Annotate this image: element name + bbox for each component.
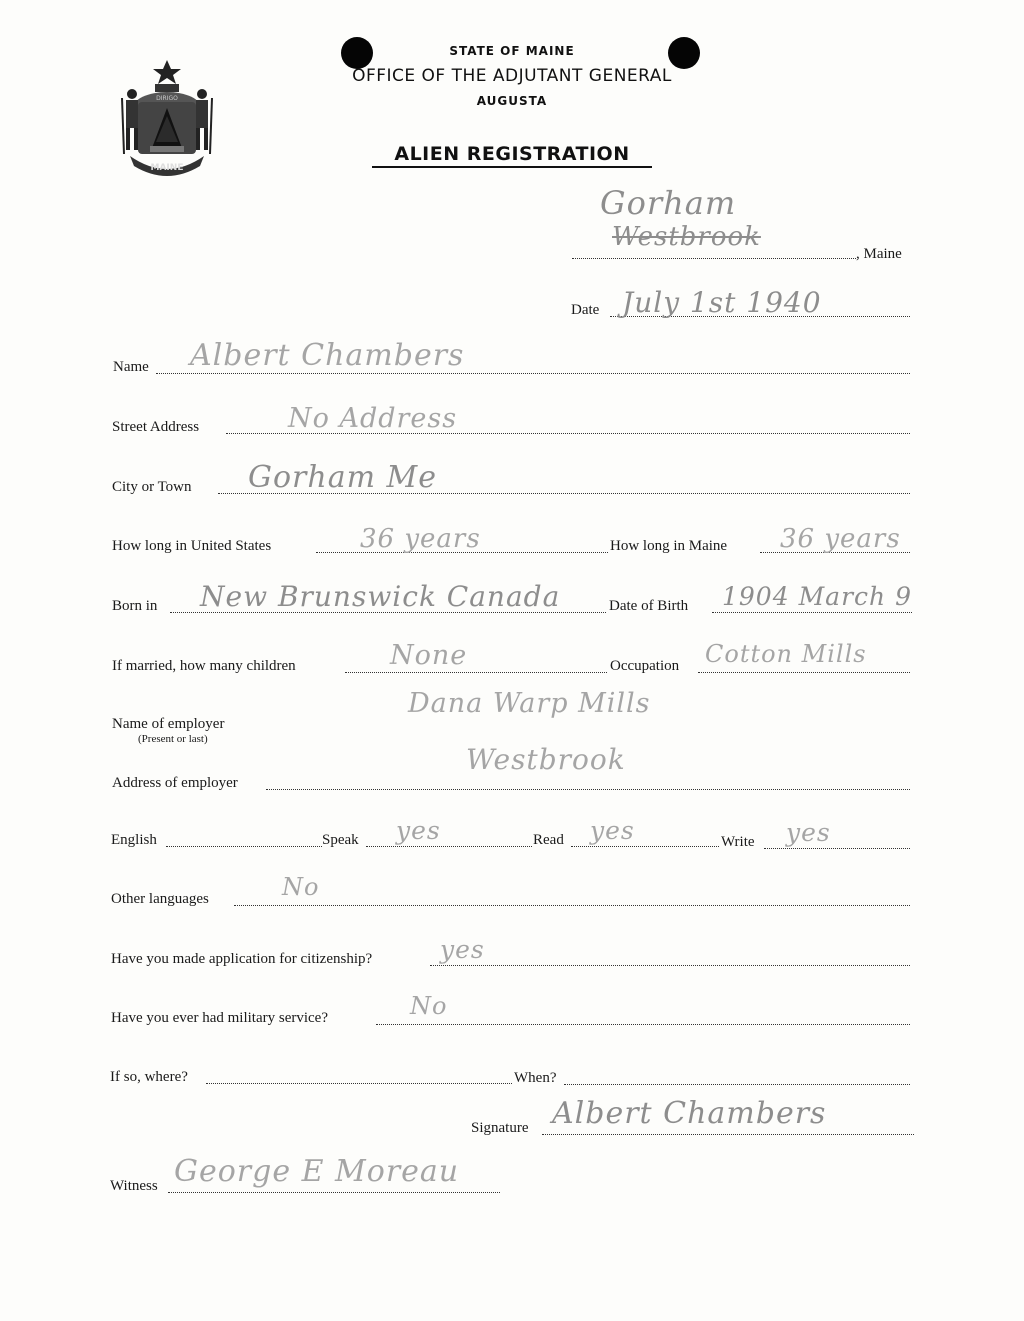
write-handwritten: yes [786, 818, 831, 847]
form-title: ALIEN REGISTRATION [394, 143, 630, 165]
occupation-line [698, 672, 910, 673]
occupation-handwritten: Cotton Mills [705, 640, 867, 668]
maine-years-label: How long in Maine [610, 538, 728, 554]
name-label: Name [113, 359, 149, 375]
signature-line [542, 1134, 914, 1135]
svg-text:MAINE: MAINE [150, 163, 184, 173]
employer-address-line [266, 789, 910, 790]
witness-label: Witness [110, 1178, 158, 1194]
dob-label: Date of Birth [609, 598, 689, 614]
children-label: If married, how many children [112, 658, 296, 674]
occupation-label: Occupation [610, 658, 680, 674]
title-underline [372, 166, 652, 168]
speak-handwritten: yes [396, 816, 441, 845]
children-line [345, 672, 607, 673]
witness-handwritten: George E Moreau [174, 1154, 460, 1189]
english-line [166, 846, 322, 847]
maine-years-handwritten: 36 years [780, 524, 901, 554]
employer-sublabel: (Present or last) [138, 733, 208, 745]
city-handwritten: Gorham Me [248, 460, 438, 495]
us-years-handwritten: 36 years [360, 524, 481, 554]
read-label: Read [533, 832, 564, 848]
name-handwritten: Albert Chambers [190, 338, 465, 373]
other-languages-handwritten: No [282, 873, 320, 901]
signature-handwritten: Albert Chambers [552, 1096, 827, 1131]
read-handwritten: yes [590, 816, 635, 845]
write-label: Write [721, 834, 755, 850]
town-handwritten: Gorham [600, 184, 737, 222]
town-line [572, 258, 856, 259]
employer-label: Name of employer [112, 716, 225, 732]
employer-handwritten: Dana Warp Mills [408, 688, 651, 719]
citizenship-line [430, 965, 910, 966]
military-handwritten: No [410, 992, 448, 1020]
speak-line [366, 846, 532, 847]
where-line [206, 1083, 512, 1084]
write-line [764, 848, 910, 849]
military-label: Have you ever had military service? [111, 1010, 328, 1026]
born-in-label: Born in [112, 598, 158, 614]
speak-label: Speak [322, 832, 359, 848]
date-handwritten: July 1st 1940 [622, 286, 822, 319]
military-line [376, 1024, 910, 1025]
street-address-handwritten: No Address [288, 403, 458, 434]
where-label: If so, where? [110, 1069, 188, 1085]
english-label: English [111, 832, 157, 848]
state-label: , Maine [856, 246, 902, 262]
date-label: Date [571, 302, 600, 318]
header-state: STATE OF MAINE [449, 44, 575, 58]
struck-town-handwritten: Westbrook [612, 222, 761, 252]
other-languages-label: Other languages [111, 891, 209, 907]
header-city: AUGUSTA [476, 94, 548, 108]
employer-address-label: Address of employer [112, 775, 238, 791]
signature-label: Signature [471, 1120, 529, 1136]
when-label: When? [514, 1070, 557, 1086]
born-in-handwritten: New Brunswick Canada [200, 580, 561, 613]
children-handwritten: None [390, 640, 468, 671]
svg-text:DIRIGO: DIRIGO [156, 95, 178, 102]
name-line [156, 373, 910, 374]
city-label: City or Town [112, 479, 192, 495]
witness-line [168, 1192, 500, 1193]
citizenship-handwritten: yes [440, 935, 485, 964]
dob-line [712, 612, 912, 613]
when-line [564, 1084, 910, 1085]
header-office: OFFICE OF THE ADJUTANT GENERAL [352, 66, 672, 86]
other-languages-line [234, 905, 910, 906]
citizenship-label: Have you made application for citizenship? [111, 951, 373, 967]
employer-address-handwritten: Westbrook [466, 743, 626, 776]
us-years-label: How long in United States [112, 538, 272, 554]
street-address-label: Street Address [112, 419, 200, 435]
read-line [571, 846, 719, 847]
dob-handwritten: 1904 March 9 [722, 582, 912, 611]
